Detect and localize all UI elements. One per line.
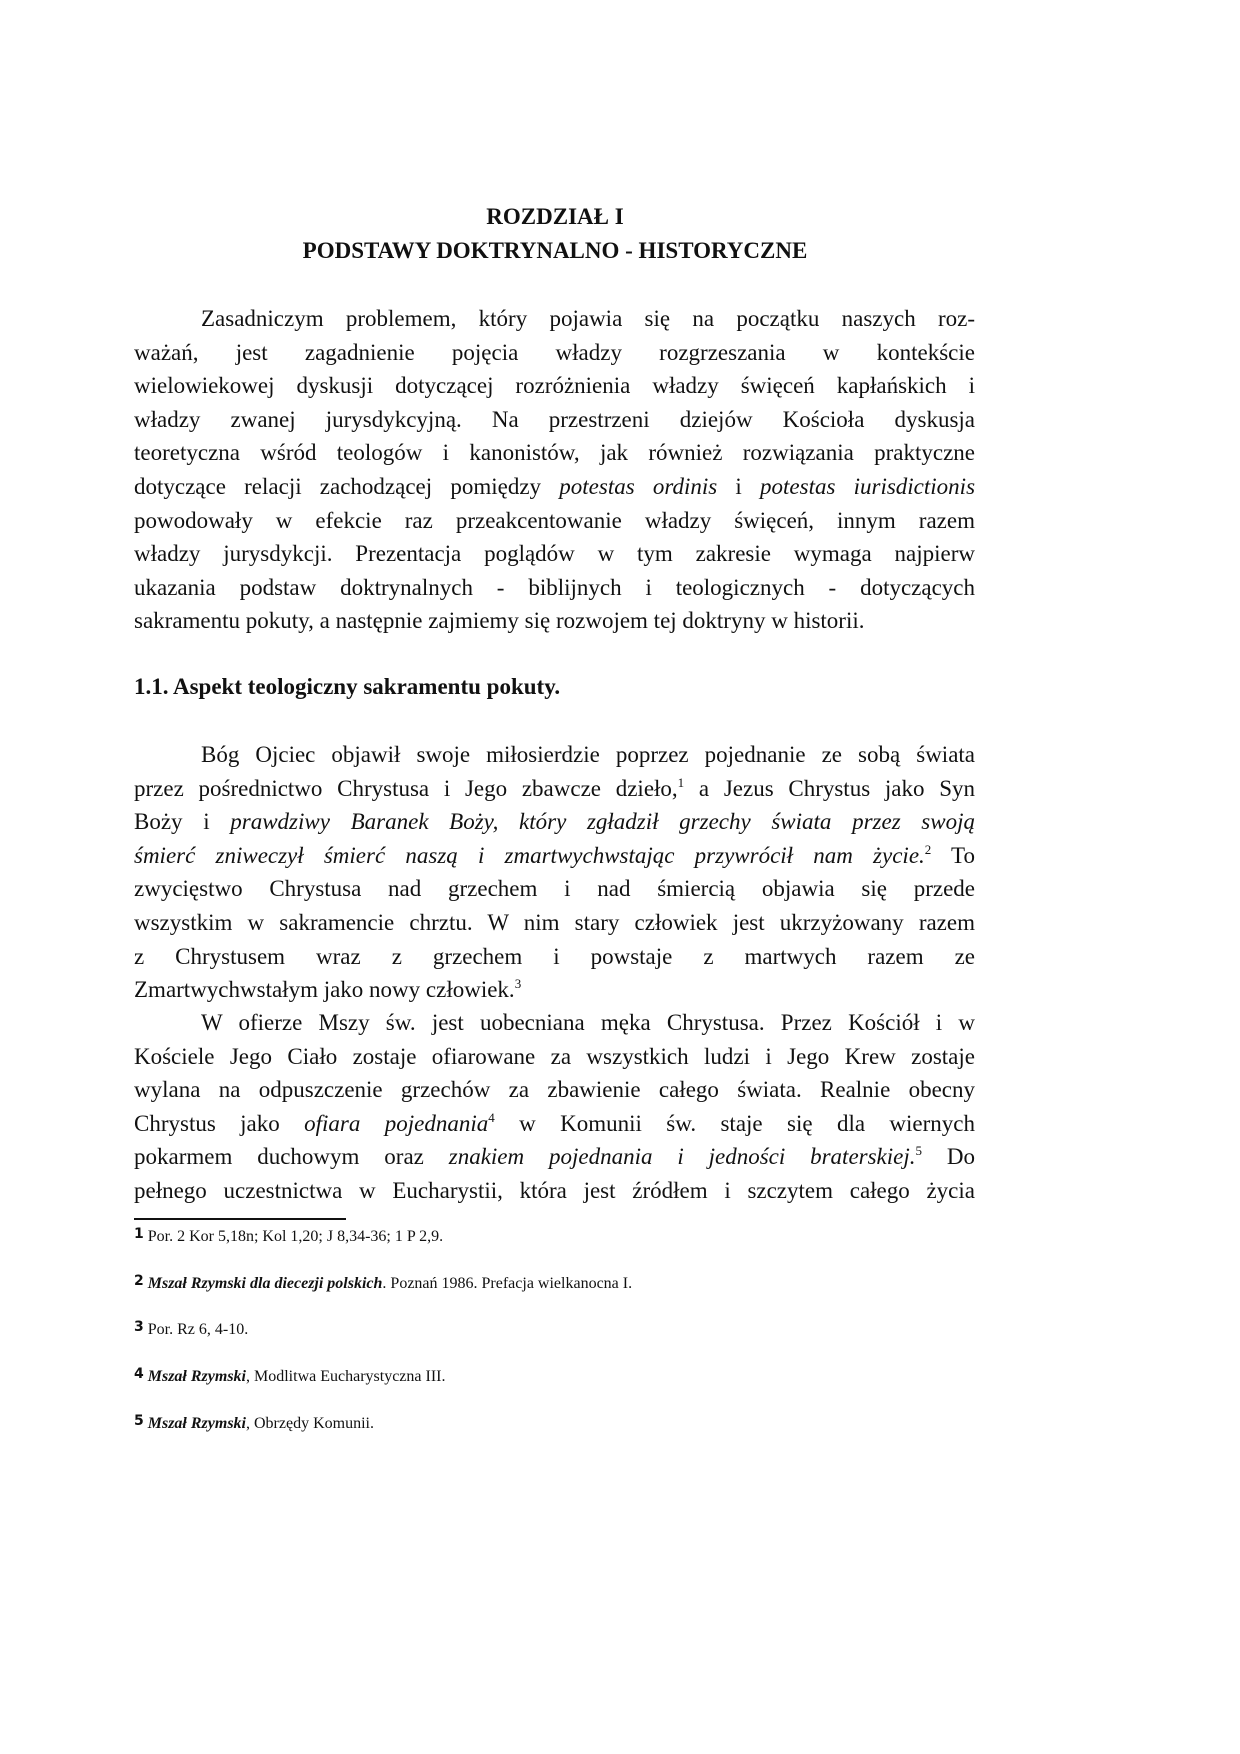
text-line — [134, 504, 975, 538]
text-line — [134, 973, 975, 1007]
footnote-text: . Poznań 1986. Prefacja wielkanocna I. — [382, 1275, 633, 1292]
chapter-title: PODSTAWY DOKTRYNALNO - HISTORYCZNE — [302, 238, 808, 263]
text-line — [134, 940, 975, 974]
text-line — [134, 336, 975, 370]
text: a Jezus Chrystus jako Syn — [684, 775, 975, 801]
text-line — [134, 839, 975, 873]
text-line — [134, 1107, 975, 1141]
footnote-reference[interactable]: 5 — [915, 1143, 923, 1159]
footnote-text: , Obrzędy Komunii. — [246, 1415, 374, 1432]
text-line — [134, 1174, 975, 1208]
paragraph-god-father — [134, 738, 975, 1007]
text-line — [134, 772, 975, 806]
text: i — [717, 473, 761, 499]
text: ukazania podstaw doktrynalnych - biblijnych i teologicznych - dotyczących — [134, 574, 975, 600]
text-line — [134, 1006, 975, 1040]
footnote-reference[interactable]: 4 — [488, 1109, 495, 1125]
footnote-number: 1 — [134, 1226, 144, 1242]
text: Do — [922, 1144, 975, 1170]
text: zwycięstwo Chrystusa nad grzechem i nad śmiercią objawia się przede — [134, 876, 975, 902]
footnote-title: Mszał Rzymski — [147, 1415, 246, 1432]
section-heading: 1.1. Aspekt teologiczny sakramentu pokuty. — [134, 674, 561, 699]
italic-text: śmierć zniweczył śmierć naszą i zmartwychwstając przywrócił nam życie. — [134, 842, 925, 868]
text: Zasadniczym problemem, który pojawia się na początku naszych roz- — [201, 306, 975, 331]
text-line — [134, 302, 975, 336]
italic-text: ofiara pojednania — [304, 1110, 489, 1136]
text-line — [134, 805, 975, 839]
text: władzy jurysdykcji. Prezentacja poglądów w tym zakresie wymaga najpierw — [134, 541, 975, 567]
footnote — [134, 1226, 443, 1246]
text: wylana na odpuszczenie grzechów za zbawienie całego świata. Realnie obecny — [134, 1077, 975, 1103]
text-line — [134, 738, 975, 772]
text: teoretyczna wśród teologów i kanonistów, jak również rozwiązania praktyczne — [134, 440, 975, 466]
text-line — [134, 436, 975, 470]
italic-text: znakiem pojednania i jedności braterskiej. — [448, 1144, 916, 1170]
text-line — [134, 571, 975, 605]
chapter-number: ROZDZIAŁ I — [486, 204, 624, 229]
footnote-number: 3 — [134, 1319, 144, 1335]
text: Chrystus jako — [134, 1110, 305, 1136]
italic-text: potestas ordinis — [559, 473, 718, 499]
text: władzy zwanej jurysdykcyjną. Na przestrzeni dziejów Kościoła dyskusja — [134, 406, 975, 432]
text: Kościele Jego Ciało zostaje ofiarowane za wszystkich ludzi i Jego Krew zostaje — [134, 1043, 975, 1069]
text: powodowały w efekcie raz przeakcentowanie władzy święceń, innym razem — [134, 507, 975, 533]
text: przez pośrednictwo Chrystusa i Jego zbawcze dzieło, — [134, 775, 678, 801]
footnote-reference[interactable]: 3 — [514, 976, 522, 992]
footnote-reference[interactable]: 2 — [924, 841, 932, 857]
text: Boży i — [134, 809, 231, 835]
text: Bóg Ojciec objawił swoje miłosierdzie poprzez pojednanie ze sobą świata — [201, 742, 975, 767]
footnote-number: 4 — [134, 1366, 144, 1382]
text-line — [134, 906, 975, 940]
text-line — [134, 604, 975, 638]
text: dotyczące relacji zachodzącej pomiędzy — [134, 473, 560, 499]
text-line — [134, 470, 975, 504]
text-line — [134, 1073, 975, 1107]
text-line — [134, 369, 975, 403]
footnote-title: Mszał Rzymski dla diecezji polskich — [147, 1275, 383, 1292]
footnote-reference[interactable]: 1 — [677, 774, 685, 790]
text: W ofierze Mszy św. jest uobecniana męka Chrystusa. Przez Kościół i w — [201, 1010, 975, 1035]
footnote-text: Por. Rz 6, 4-10. — [147, 1321, 249, 1338]
text: wielowiekowej dyskusji dotyczącej rozróżnienia władzy święceń kapłańskich i — [134, 373, 975, 399]
footnote-title: Mszał Rzymski — [147, 1368, 246, 1385]
italic-text: potestas iurisdictionis — [760, 473, 976, 499]
footnote-number: 2 — [134, 1273, 144, 1289]
text: To — [931, 842, 976, 868]
text-line — [134, 1140, 975, 1174]
footnote — [134, 1366, 445, 1386]
text: pokarmem duchowym oraz — [134, 1144, 449, 1170]
paragraph-intro — [134, 302, 975, 638]
text-line — [134, 872, 975, 906]
italic-text: prawdziwy Baranek Boży, który zgładził grzechy świata przez swoją — [230, 809, 975, 835]
footnote-separator — [134, 1218, 346, 1220]
text: w Komunii św. staje się dla wiernych — [494, 1110, 975, 1136]
text: z Chrystusem wraz z grzechem i powstaje z martwych razem ze — [134, 943, 975, 969]
footnote — [134, 1319, 248, 1339]
text: pełnego uczestnictwa w Eucharystii, która jest źródłem i szczytem całego życia — [134, 1177, 975, 1203]
text-line — [134, 403, 975, 437]
text-line — [134, 537, 975, 571]
text: ważań, jest zagadnienie pojęcia władzy rozgrzeszania w kontekście — [134, 339, 975, 365]
footnote-number: 5 — [134, 1413, 144, 1429]
paragraph-mass — [134, 1006, 975, 1208]
text: sakramentu pokuty, a następnie zajmiemy się rozwojem tej doktryny w historii. — [134, 608, 865, 634]
footnote — [134, 1413, 374, 1433]
footnote — [134, 1273, 632, 1293]
text: Zmartwychwstałym jako nowy człowiek. — [134, 977, 515, 1003]
text: wszystkim w sakramencie chrztu. W nim stary człowiek jest ukrzyżowany razem — [134, 909, 975, 935]
text-line — [134, 1040, 975, 1074]
footnote-text: Por. 2 Kor 5,18n; Kol 1,20; J 8,34-36; 1 P 2,9. — [147, 1228, 444, 1245]
footnote-text: , Modlitwa Eucharystyczna III. — [246, 1368, 446, 1385]
